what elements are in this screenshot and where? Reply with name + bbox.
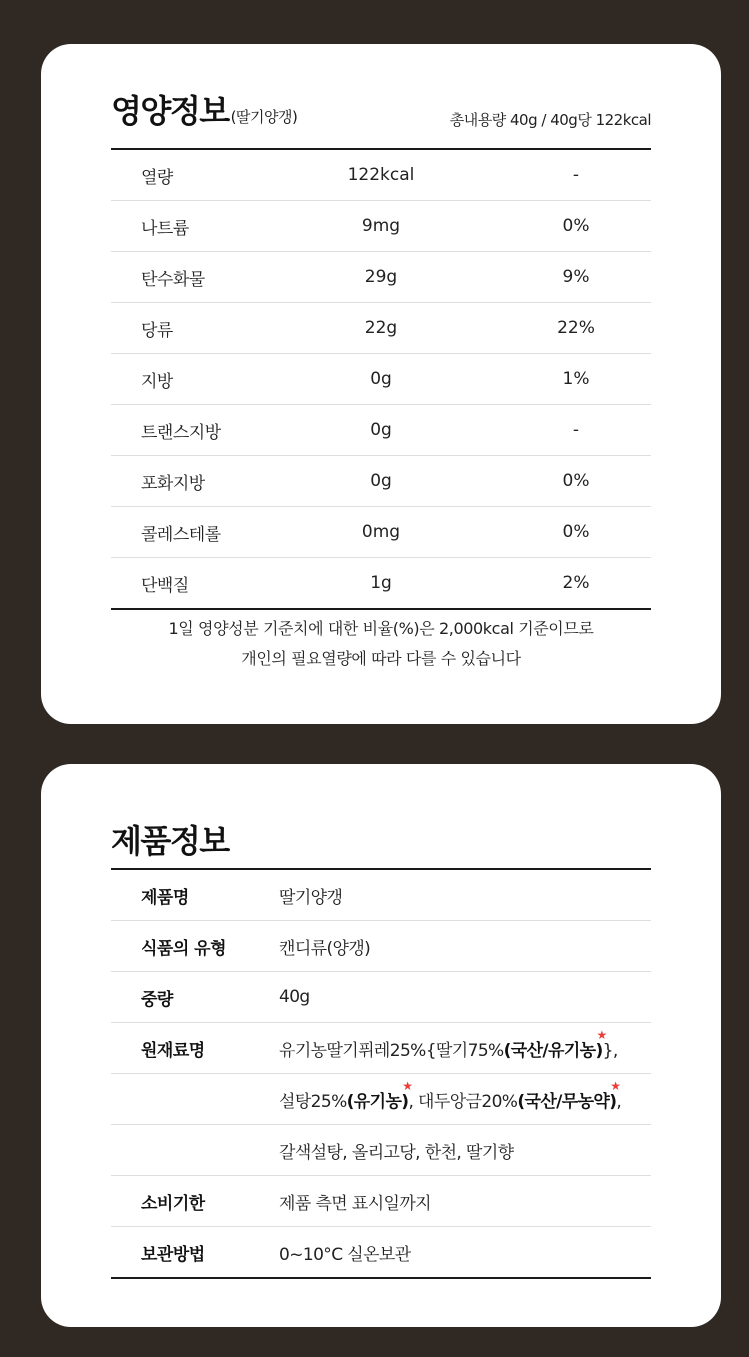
nutrition-row — [111, 507, 651, 558]
product-value: 40g — [279, 987, 310, 1007]
product-value: 딸기양갱 — [279, 887, 343, 908]
ingredient-origin-text: (국산/유기농) — [503, 1040, 603, 1061]
ingredient-origin-text: (유기농) — [346, 1091, 409, 1112]
product-label: 원재료명 — [141, 1040, 205, 1061]
product-row-weight — [111, 972, 651, 1023]
nutrient-daily-percent: - — [572, 165, 580, 185]
nutrient-name: 나트륨 — [141, 218, 189, 239]
product-row-ingredients-1 — [111, 1023, 651, 1074]
nutrient-amount: 0g — [370, 420, 392, 440]
ingredients-line-2 — [279, 1078, 651, 1112]
nutrition-row — [111, 558, 651, 610]
ingredient-text: 유기농딸기퓌레25%{딸기75% — [279, 1040, 504, 1061]
nutrition-row — [111, 303, 651, 354]
nutrition-note-line-2: 개인의 필요열량에 따라 다를 수 있습니다 — [241, 649, 521, 668]
ingredient-origin-text: (국산/무농약) — [517, 1091, 617, 1112]
product-row-ingredients-2 — [111, 1074, 651, 1125]
nutrition-row — [111, 405, 651, 456]
product-label: 식품의 유형 — [141, 938, 227, 959]
nutrient-daily-percent: - — [572, 420, 580, 440]
nutrition-title-group — [111, 86, 297, 132]
nutrient-name: 단백질 — [141, 575, 189, 596]
ingredients-line-3: 갈색설탕, 올리고당, 한천, 딸기향 — [279, 1142, 514, 1163]
nutrition-row — [111, 150, 651, 201]
ingredient-origin-highlight — [346, 1078, 413, 1112]
nutrient-daily-percent: 0% — [562, 216, 590, 236]
serving-size: 총내용량 40g / 40g당 122kcal — [449, 111, 651, 129]
nutrition-row — [111, 354, 651, 405]
product-title: 제품정보 — [111, 814, 651, 870]
ingredient-text: , — [616, 1091, 622, 1112]
nutrient-amount: 9mg — [361, 216, 401, 236]
nutrient-name: 열량 — [141, 167, 173, 188]
nutrient-name: 콜레스테롤 — [141, 524, 221, 545]
nutrient-amount: 0g — [370, 471, 392, 491]
nutrient-daily-percent: 0% — [562, 471, 590, 491]
nutrition-info-card — [41, 44, 721, 724]
nutrition-row — [111, 201, 651, 252]
product-row-name — [111, 870, 651, 921]
nutrition-subtitle: (딸기양갱) — [230, 108, 298, 126]
star-icon: ★ — [402, 1078, 413, 1093]
nutrition-note-line-1: 1일 영양성분 기준치에 대한 비율(%)은 2,000kcal 기준이므로 — [168, 619, 594, 638]
product-label: 소비기한 — [141, 1193, 205, 1214]
product-row-expiry — [111, 1176, 651, 1227]
product-table — [111, 870, 651, 1279]
star-icon: ★ — [596, 1027, 607, 1042]
product-label: 중량 — [141, 989, 173, 1010]
nutrient-amount: 0mg — [361, 522, 401, 542]
nutrition-note — [41, 614, 721, 674]
product-label: 보관방법 — [141, 1244, 205, 1265]
nutrient-amount: 0g — [370, 369, 392, 389]
nutrient-daily-percent: 22% — [557, 318, 595, 338]
ingredient-text: 설탕25% — [279, 1091, 347, 1112]
nutrient-amount: 29g — [364, 267, 398, 287]
product-value: 제품 측면 표시일까지 — [279, 1193, 432, 1214]
nutrition-row — [111, 456, 651, 507]
nutrient-name: 당류 — [141, 320, 173, 341]
nutrition-header — [111, 94, 651, 150]
product-value: 0~10°C 실온보관 — [279, 1244, 411, 1265]
ingredients-line-1 — [279, 1027, 651, 1061]
nutrient-daily-percent: 9% — [562, 267, 590, 287]
nutrition-table — [111, 150, 651, 610]
nutrient-amount: 122kcal — [347, 165, 415, 185]
nutrient-name: 탄수화물 — [141, 269, 205, 290]
star-icon: ★ — [610, 1078, 621, 1093]
nutrient-daily-percent: 2% — [562, 573, 590, 593]
product-info-card — [41, 764, 721, 1327]
nutrient-daily-percent: 0% — [562, 522, 590, 542]
product-row-type — [111, 921, 651, 972]
ingredient-text: , 대두앙금20% — [408, 1091, 518, 1112]
product-label: 제품명 — [141, 887, 189, 908]
ingredient-origin-highlight — [517, 1078, 621, 1112]
nutrient-amount: 1g — [370, 573, 392, 593]
nutrient-daily-percent: 1% — [562, 369, 590, 389]
nutrient-amount: 22g — [364, 318, 398, 338]
ingredient-origin-highlight — [503, 1027, 607, 1061]
nutrient-name: 포화지방 — [141, 473, 205, 494]
nutrient-name: 트랜스지방 — [141, 422, 221, 443]
product-row-storage — [111, 1227, 651, 1279]
nutrition-row — [111, 252, 651, 303]
ingredient-text: }, — [602, 1040, 618, 1061]
nutrient-name: 지방 — [141, 371, 173, 392]
product-row-ingredients-3 — [111, 1125, 651, 1176]
nutrition-title: 영양정보 — [111, 92, 229, 130]
product-value: 캔디류(양갱) — [279, 938, 371, 959]
